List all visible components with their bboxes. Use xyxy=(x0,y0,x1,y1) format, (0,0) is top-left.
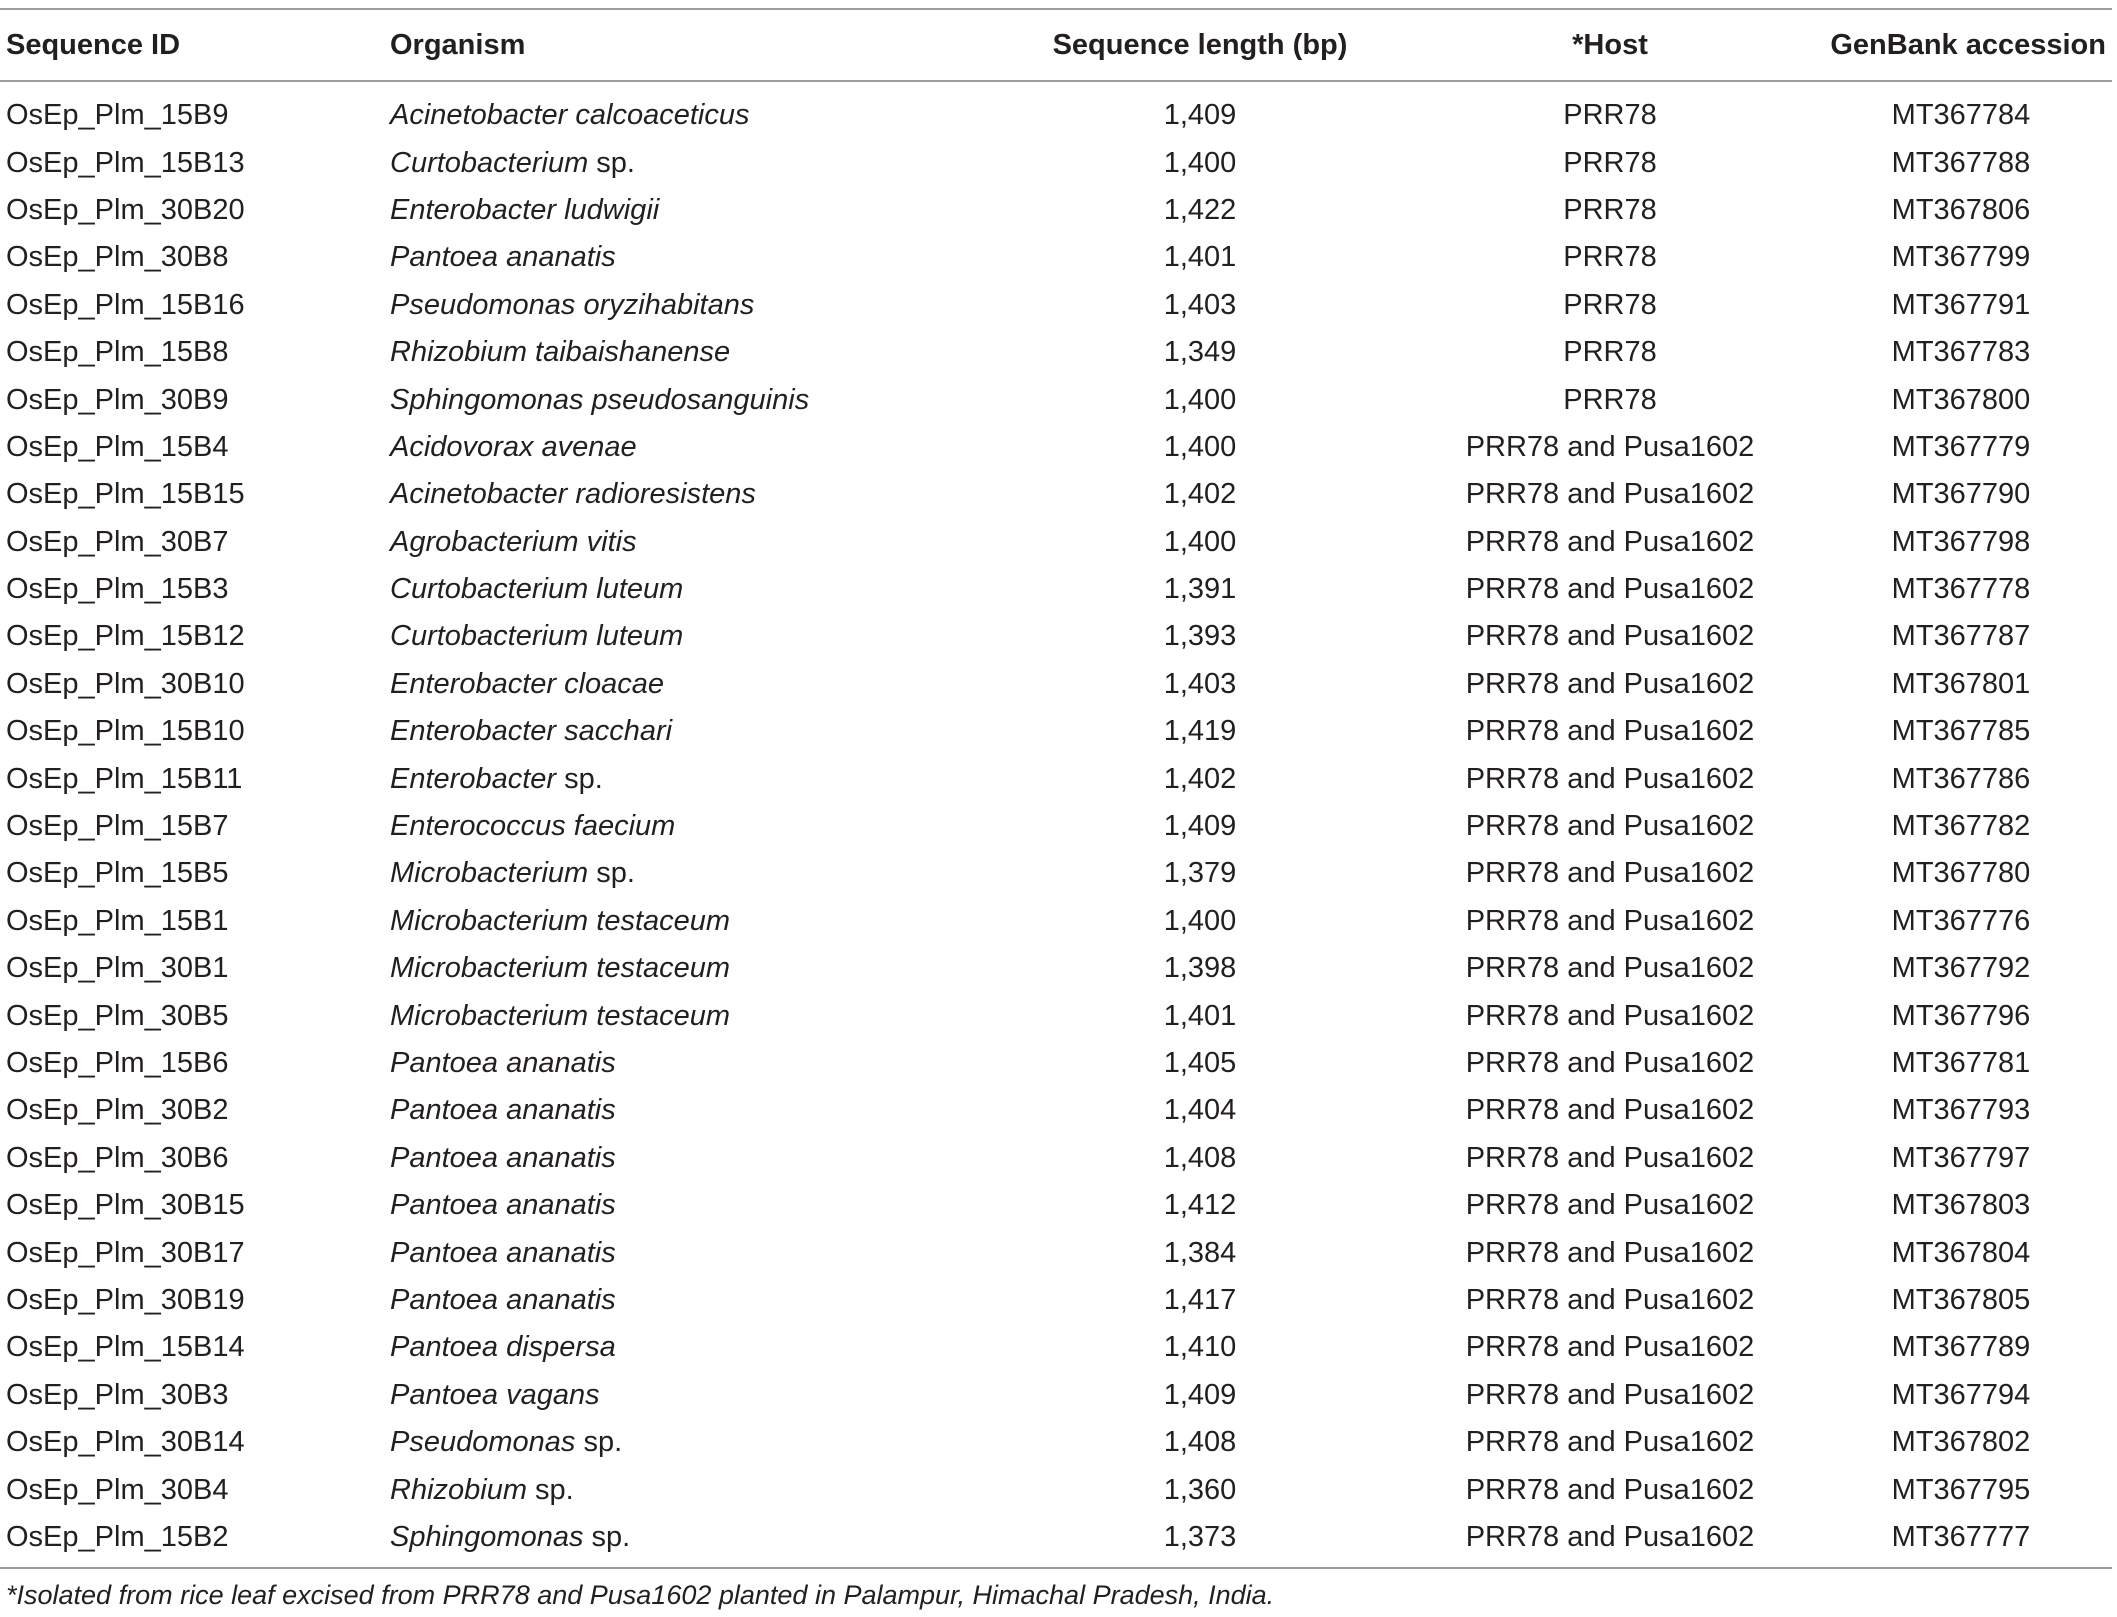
cell-genbank-accession: MT367792 xyxy=(1891,952,2031,985)
cell-sequence-id: OsEp_Plm_15B14 xyxy=(6,1331,245,1364)
organism-name: Enterobacter xyxy=(390,762,557,795)
cell-sequence-id: OsEp_Plm_15B9 xyxy=(6,99,229,132)
cell-genbank-accession: MT367781 xyxy=(1891,1047,2031,1079)
cell-host: PRR78 and Pusa1602 xyxy=(1465,904,1755,937)
cell-host: PRR78 and Pusa1602 xyxy=(1465,1520,1755,1553)
cell-host: PRR78 xyxy=(1563,193,1657,226)
cell-genbank-accession: MT367794 xyxy=(1891,1378,2031,1411)
organism-name: Rhizobium xyxy=(390,1473,527,1506)
organism-name: Curtobacterium luteum xyxy=(390,573,684,606)
cell-host: PRR78 and Pusa1602 xyxy=(1465,1426,1755,1459)
cell-organism xyxy=(390,1182,960,1229)
cell-sequence-length: 1,409 xyxy=(1163,99,1237,132)
cell-organism xyxy=(390,376,960,423)
cell-sequence-length: 1,393 xyxy=(1163,620,1237,653)
organism-suffix: sp. xyxy=(556,762,603,795)
cell-host: PRR78 and Pusa1602 xyxy=(1465,1331,1755,1364)
cell-genbank-accession: MT367786 xyxy=(1891,762,2031,795)
cell-host: PRR78 and Pusa1602 xyxy=(1465,620,1755,653)
table-row xyxy=(0,945,2112,992)
table-body xyxy=(0,81,2112,1568)
cell-organism xyxy=(390,898,960,945)
cell-genbank-accession: MT367777 xyxy=(1891,1520,2031,1553)
cell-host: PRR78 and Pusa1602 xyxy=(1465,1283,1755,1316)
organism-name: Pantoea ananatis xyxy=(390,241,616,274)
cell-sequence-length: 1,408 xyxy=(1163,1141,1237,1174)
cell-sequence-length: 1,404 xyxy=(1163,1094,1237,1127)
organism-name: Pseudomonas oryzihabitans xyxy=(390,288,755,321)
cell-genbank-accession: MT367790 xyxy=(1891,478,2031,511)
cell-sequence-id: OsEp_Plm_30B6 xyxy=(6,1141,229,1174)
cell-sequence-id: OsEp_Plm_30B20 xyxy=(6,193,245,226)
cell-organism xyxy=(390,1466,960,1513)
cell-host: PRR78 and Pusa1602 xyxy=(1465,1094,1755,1127)
cell-sequence-id: OsEp_Plm_15B13 xyxy=(6,146,245,179)
cell-sequence-id: OsEp_Plm_15B2 xyxy=(6,1520,229,1553)
cell-organism xyxy=(390,1087,960,1134)
cell-host: PRR78 and Pusa1602 xyxy=(1465,1236,1755,1269)
table-row xyxy=(0,329,2112,376)
table-row xyxy=(0,1419,2112,1466)
table-row xyxy=(0,1182,2112,1229)
cell-sequence-length: 1,349 xyxy=(1163,336,1237,369)
cell-sequence-length: 1,391 xyxy=(1163,573,1237,606)
header-genbank-accession: GenBank accession xyxy=(1830,28,2106,61)
organism-suffix: sp. xyxy=(588,857,635,890)
table-row xyxy=(0,1040,2112,1087)
cell-sequence-id: OsEp_Plm_15B11 xyxy=(6,762,243,795)
cell-host: PRR78 xyxy=(1563,383,1657,416)
cell-sequence-length: 1,403 xyxy=(1163,667,1237,700)
cell-genbank-accession: MT367789 xyxy=(1891,1331,2031,1364)
cell-sequence-id: OsEp_Plm_30B15 xyxy=(6,1189,245,1222)
cell-genbank-accession: MT367785 xyxy=(1891,715,2031,748)
organism-name: Microbacterium xyxy=(390,857,589,890)
cell-organism xyxy=(390,424,960,471)
cell-sequence-id: OsEp_Plm_15B7 xyxy=(6,810,229,843)
table-row xyxy=(0,139,2112,186)
cell-sequence-length: 1,410 xyxy=(1163,1331,1237,1364)
cell-sequence-length: 1,400 xyxy=(1163,383,1237,416)
cell-genbank-accession: MT367797 xyxy=(1891,1141,2031,1174)
cell-sequence-id: OsEp_Plm_30B7 xyxy=(6,525,229,558)
cell-organism xyxy=(390,1277,960,1324)
cell-genbank-accession: MT367795 xyxy=(1891,1473,2031,1506)
header-organism: Organism xyxy=(390,28,526,61)
table-row xyxy=(0,898,2112,945)
organism-name: Sphingomonas pseudosanguinis xyxy=(390,383,810,416)
cell-sequence-id: OsEp_Plm_15B16 xyxy=(6,288,245,321)
cell-sequence-length: 1,360 xyxy=(1163,1473,1237,1506)
table-row xyxy=(0,1324,2112,1371)
cell-genbank-accession: MT367778 xyxy=(1891,573,2031,606)
table-row xyxy=(0,992,2112,1039)
cell-organism xyxy=(390,1514,960,1568)
organism-name: Enterobacter cloacae xyxy=(390,667,665,700)
organism-name: Enterococcus faecium xyxy=(390,810,676,843)
cell-sequence-length: 1,409 xyxy=(1163,1378,1237,1411)
cell-genbank-accession: MT367780 xyxy=(1891,857,2031,890)
cell-sequence-id: OsEp_Plm_15B15 xyxy=(6,478,245,511)
cell-sequence-id: OsEp_Plm_30B19 xyxy=(6,1283,245,1316)
cell-organism xyxy=(390,1135,960,1182)
cell-organism xyxy=(390,139,960,186)
table-row xyxy=(0,81,2112,139)
cell-organism xyxy=(390,661,960,708)
organism-name: Enterobacter sacchari xyxy=(390,715,673,748)
cell-host: PRR78 and Pusa1602 xyxy=(1465,1141,1755,1174)
cell-host: PRR78 and Pusa1602 xyxy=(1465,667,1755,700)
table-row xyxy=(0,282,2112,329)
cell-organism xyxy=(390,613,960,660)
organism-name: Microbacterium testaceum xyxy=(390,904,731,937)
cell-genbank-accession: MT367788 xyxy=(1891,146,2031,179)
cell-sequence-id: OsEp_Plm_30B17 xyxy=(6,1236,245,1269)
cell-organism xyxy=(390,992,960,1039)
cell-sequence-length: 1,405 xyxy=(1163,1047,1237,1079)
cell-sequence-id: OsEp_Plm_15B3 xyxy=(6,573,229,606)
cell-sequence-length: 1,402 xyxy=(1163,478,1237,511)
cell-sequence-id: OsEp_Plm_15B1 xyxy=(6,904,229,937)
cell-host: PRR78 xyxy=(1563,146,1657,179)
cell-genbank-accession: MT367782 xyxy=(1891,810,2031,843)
table-row xyxy=(0,803,2112,850)
organism-name: Microbacterium testaceum xyxy=(390,999,731,1032)
organism-name: Pantoea dispersa xyxy=(390,1331,616,1364)
cell-genbank-accession: MT367802 xyxy=(1891,1426,2031,1459)
cell-genbank-accession: MT367784 xyxy=(1891,99,2031,132)
cell-sequence-id: OsEp_Plm_15B8 xyxy=(6,336,229,369)
cell-sequence-length: 1,400 xyxy=(1163,146,1237,179)
cell-genbank-accession: MT367791 xyxy=(1891,288,2031,321)
cell-host: PRR78 and Pusa1602 xyxy=(1465,999,1755,1032)
table-row xyxy=(0,661,2112,708)
cell-host: PRR78 xyxy=(1563,99,1657,132)
cell-sequence-id: OsEp_Plm_30B10 xyxy=(6,667,245,700)
organism-suffix: sp. xyxy=(527,1473,574,1506)
table-row xyxy=(0,1087,2112,1134)
organism-name: Curtobacterium xyxy=(390,146,589,179)
cell-sequence-id: OsEp_Plm_30B14 xyxy=(6,1426,245,1459)
cell-genbank-accession: MT367793 xyxy=(1891,1094,2031,1127)
cell-organism xyxy=(390,945,960,992)
organism-name: Pantoea ananatis xyxy=(390,1236,616,1269)
header-sequence-length: Sequence length (bp) xyxy=(1052,28,1348,61)
organism-name: Acidovorax avenae xyxy=(390,430,637,463)
cell-genbank-accession: MT367801 xyxy=(1891,667,2031,700)
cell-genbank-accession: MT367799 xyxy=(1891,241,2031,274)
sequence-table xyxy=(0,8,2112,1569)
cell-genbank-accession: MT367787 xyxy=(1891,620,2031,653)
cell-host: PRR78 and Pusa1602 xyxy=(1465,1473,1755,1506)
organism-name: Pantoea ananatis xyxy=(390,1283,616,1316)
cell-sequence-id: OsEp_Plm_15B4 xyxy=(6,430,229,463)
cell-sequence-id: OsEp_Plm_30B8 xyxy=(6,241,229,274)
cell-sequence-id: OsEp_Plm_15B10 xyxy=(6,715,245,748)
cell-host: PRR78 xyxy=(1563,288,1657,321)
cell-organism xyxy=(390,1372,960,1419)
cell-organism xyxy=(390,81,960,139)
table-row xyxy=(0,1135,2112,1182)
table-row xyxy=(0,376,2112,423)
cell-sequence-length: 1,412 xyxy=(1163,1189,1237,1222)
cell-organism xyxy=(390,519,960,566)
organism-name: Acinetobacter radioresistens xyxy=(390,478,756,511)
table-row xyxy=(0,519,2112,566)
organism-name: Acinetobacter calcoaceticus xyxy=(390,99,750,132)
cell-genbank-accession: MT367805 xyxy=(1891,1283,2031,1316)
cell-host: PRR78 and Pusa1602 xyxy=(1465,952,1755,985)
table-row xyxy=(0,755,2112,802)
cell-host: PRR78 and Pusa1602 xyxy=(1465,525,1755,558)
cell-sequence-length: 1,373 xyxy=(1163,1520,1237,1553)
organism-suffix: sp. xyxy=(583,1520,631,1553)
cell-organism xyxy=(390,329,960,376)
table-row xyxy=(0,1277,2112,1324)
cell-organism xyxy=(390,850,960,897)
cell-sequence-id: OsEp_Plm_15B5 xyxy=(6,857,229,890)
organism-suffix: sp. xyxy=(588,146,635,179)
cell-host: PRR78 and Pusa1602 xyxy=(1465,1189,1755,1222)
organism-name: Pantoea ananatis xyxy=(390,1189,616,1222)
cell-organism xyxy=(390,1324,960,1371)
cell-genbank-accession: MT367800 xyxy=(1891,383,2031,416)
organism-name: Microbacterium testaceum xyxy=(390,952,731,985)
organism-name: Pantoea vagans xyxy=(390,1378,600,1411)
table-header xyxy=(0,9,2112,81)
table-row xyxy=(0,850,2112,897)
organism-suffix: sp. xyxy=(575,1426,623,1459)
organism-name: Enterobacter ludwigii xyxy=(390,193,660,226)
table-row xyxy=(0,1514,2112,1568)
cell-host: PRR78 xyxy=(1563,336,1657,369)
cell-organism xyxy=(390,1419,960,1466)
organism-name: Pseudomonas xyxy=(390,1426,576,1459)
cell-sequence-length: 1,408 xyxy=(1163,1426,1237,1459)
table-row xyxy=(0,613,2112,660)
header-sequence-id: Sequence ID xyxy=(6,28,181,61)
organism-name: Pantoea ananatis xyxy=(390,1047,616,1079)
cell-sequence-length: 1,401 xyxy=(1163,241,1237,274)
cell-sequence-length: 1,379 xyxy=(1163,857,1237,890)
cell-genbank-accession: MT367804 xyxy=(1891,1236,2031,1269)
cell-host: PRR78 and Pusa1602 xyxy=(1465,1047,1755,1079)
table-row xyxy=(0,234,2112,281)
cell-genbank-accession: MT367776 xyxy=(1891,904,2031,937)
cell-host: PRR78 and Pusa1602 xyxy=(1465,857,1755,890)
cell-host: PRR78 and Pusa1602 xyxy=(1465,762,1755,795)
cell-genbank-accession: MT367798 xyxy=(1891,525,2031,558)
cell-sequence-length: 1,422 xyxy=(1163,193,1237,226)
organism-name: Agrobacterium vitis xyxy=(390,525,637,558)
cell-organism xyxy=(390,282,960,329)
header-host: *Host xyxy=(1572,28,1648,61)
cell-sequence-length: 1,417 xyxy=(1163,1283,1237,1316)
cell-host: PRR78 and Pusa1602 xyxy=(1465,430,1755,463)
table-row xyxy=(0,708,2112,755)
cell-host: PRR78 and Pusa1602 xyxy=(1465,810,1755,843)
table-row xyxy=(0,424,2112,471)
cell-host: PRR78 and Pusa1602 xyxy=(1465,573,1755,606)
cell-sequence-id: OsEp_Plm_30B4 xyxy=(6,1473,229,1506)
organism-name: Rhizobium taibaishanense xyxy=(390,336,731,369)
cell-sequence-id: OsEp_Plm_30B1 xyxy=(6,952,229,985)
table-row xyxy=(0,1372,2112,1419)
cell-sequence-id: OsEp_Plm_30B9 xyxy=(6,383,229,416)
cell-genbank-accession: MT367779 xyxy=(1891,430,2031,463)
cell-sequence-length: 1,384 xyxy=(1163,1236,1237,1269)
cell-sequence-id: OsEp_Plm_30B3 xyxy=(6,1378,229,1411)
cell-host: PRR78 and Pusa1602 xyxy=(1465,478,1755,511)
cell-organism xyxy=(390,471,960,518)
cell-sequence-length: 1,403 xyxy=(1163,288,1237,321)
organism-name: Curtobacterium luteum xyxy=(390,620,684,653)
cell-host: PRR78 xyxy=(1563,241,1657,274)
cell-sequence-id: OsEp_Plm_30B5 xyxy=(6,999,229,1032)
cell-organism xyxy=(390,1229,960,1276)
organism-name: Sphingomonas xyxy=(390,1520,584,1553)
table-row xyxy=(0,187,2112,234)
cell-organism xyxy=(390,755,960,802)
cell-genbank-accession: MT367796 xyxy=(1891,999,2031,1032)
table-row xyxy=(0,471,2112,518)
cell-sequence-length: 1,400 xyxy=(1163,904,1237,937)
cell-organism xyxy=(390,234,960,281)
cell-sequence-length: 1,409 xyxy=(1163,810,1237,843)
table-row xyxy=(0,566,2112,613)
cell-sequence-id: OsEp_Plm_30B2 xyxy=(6,1094,229,1127)
cell-sequence-length: 1,400 xyxy=(1163,525,1237,558)
cell-organism xyxy=(390,708,960,755)
cell-host: PRR78 and Pusa1602 xyxy=(1465,1378,1755,1411)
cell-sequence-length: 1,398 xyxy=(1163,952,1237,985)
cell-genbank-accession: MT367783 xyxy=(1891,336,2031,369)
cell-genbank-accession: MT367803 xyxy=(1891,1189,2031,1222)
table-row xyxy=(0,1466,2112,1513)
cell-organism xyxy=(390,566,960,613)
cell-sequence-id: OsEp_Plm_15B12 xyxy=(6,620,245,653)
cell-sequence-length: 1,401 xyxy=(1163,999,1237,1032)
cell-sequence-id: OsEp_Plm_15B6 xyxy=(6,1047,229,1079)
cell-sequence-length: 1,400 xyxy=(1163,430,1237,463)
organism-name: Pantoea ananatis xyxy=(390,1141,616,1174)
cell-host: PRR78 and Pusa1602 xyxy=(1465,715,1755,748)
table-row xyxy=(0,1229,2112,1276)
cell-sequence-length: 1,419 xyxy=(1163,715,1237,748)
table-footnote: *Isolated from rice leaf excised from PRR78 and Pusa1602 planted in Palampur, Himachal Pradesh, India. xyxy=(6,1580,1275,1610)
cell-genbank-accession: MT367806 xyxy=(1891,193,2031,226)
header-row xyxy=(0,9,2112,81)
organism-name: Pantoea ananatis xyxy=(390,1094,616,1127)
cell-organism xyxy=(390,187,960,234)
cell-organism xyxy=(390,803,960,850)
cell-organism xyxy=(390,1040,960,1087)
cell-sequence-length: 1,402 xyxy=(1163,762,1237,795)
